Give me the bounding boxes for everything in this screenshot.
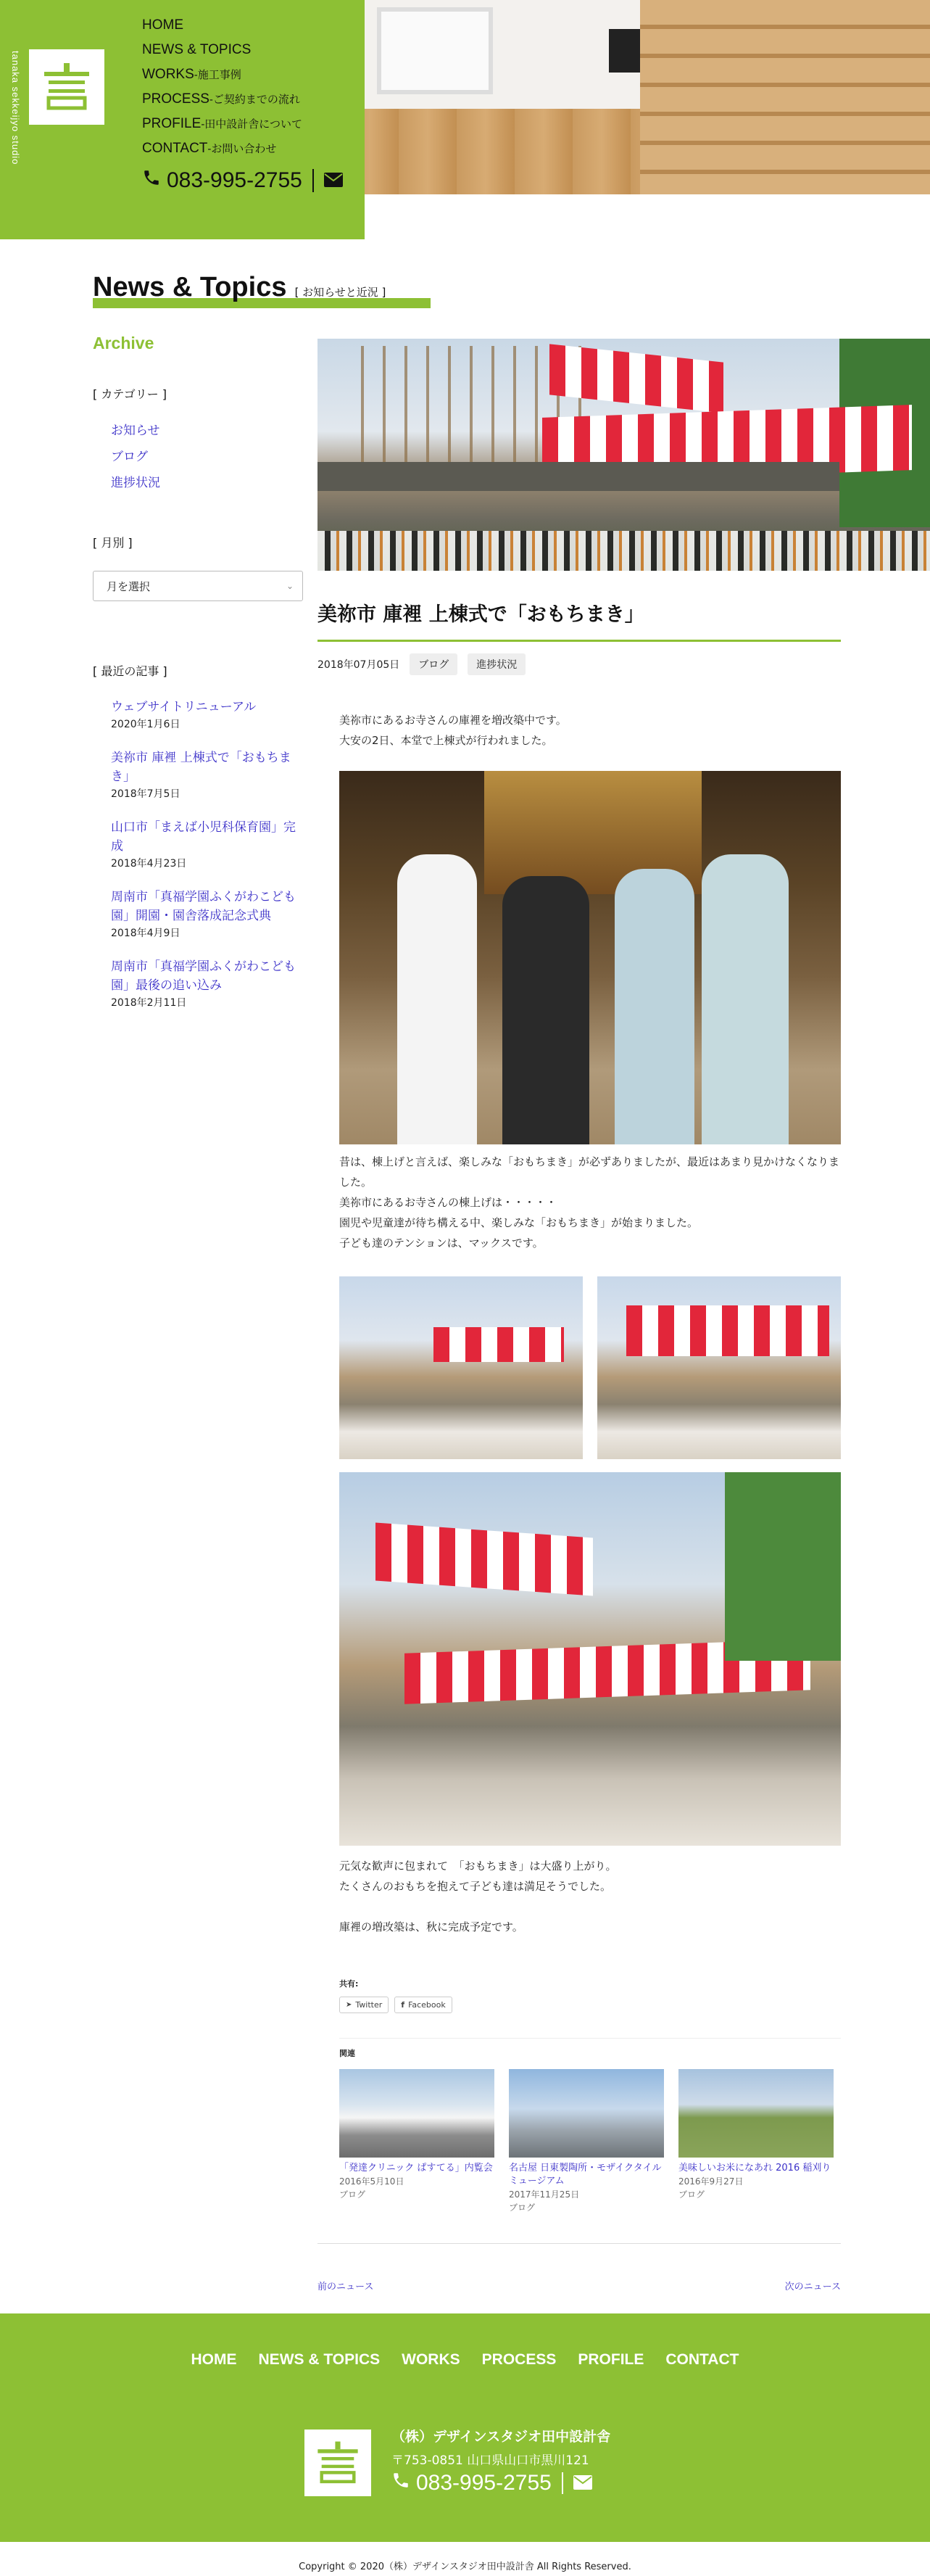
- post-date: 2018年07月05日: [317, 659, 400, 671]
- month-heading: [ 月別 ]: [93, 536, 133, 550]
- related-title[interactable]: 「発達クリニック ぱすてる」内覧会: [339, 2163, 493, 2174]
- category-item[interactable]: ブログ: [111, 450, 148, 464]
- footer: [0, 2313, 930, 2542]
- category-item[interactable]: お知らせ: [111, 424, 160, 438]
- related-thumbnail: [678, 2069, 834, 2158]
- post-paragraph: [339, 710, 841, 751]
- nav-item-news[interactable]: [142, 38, 302, 62]
- related-category: ブログ: [339, 2189, 366, 2200]
- recent-link[interactable]: 山口市「まえば小児科保育園」完成: [111, 820, 296, 854]
- related-category: ブログ: [678, 2189, 705, 2200]
- recent-list: [93, 698, 303, 1011]
- footer-nav-works[interactable]: WORKS: [402, 2351, 460, 2368]
- main-nav: [142, 13, 302, 161]
- text-line: 子ども達のテンションは、マックスです。: [339, 1237, 544, 1250]
- related-date: 2017年11月25日: [509, 2189, 580, 2200]
- divider: [312, 169, 314, 192]
- photo-row: [339, 1276, 841, 1459]
- nav-sublabel: -お問い合わせ: [207, 143, 277, 155]
- related-thumbnail: [509, 2069, 664, 2158]
- recent-heading: [ 最近の記事 ]: [93, 664, 167, 678]
- nav-item-contact[interactable]: [142, 136, 302, 161]
- nav-item-home[interactable]: [142, 13, 302, 38]
- twitter-icon: ➤: [346, 2001, 352, 2009]
- company-name: （株）デザインスタジオ田中設計舎: [391, 2429, 611, 2445]
- share-label-text: Facebook: [408, 2000, 446, 2010]
- footer-nav-contact[interactable]: CONTACT: [665, 2351, 739, 2368]
- post-title: 美祢市 庫裡 上棟式で「おもちまき」: [317, 598, 841, 642]
- footer-company-info: [391, 2426, 610, 2496]
- nav-sublabel: -田中設計舎について: [201, 118, 303, 131]
- photo-banner: [433, 1327, 564, 1362]
- related-item[interactable]: [678, 2069, 834, 2214]
- page-heading: [93, 272, 386, 303]
- ceremony-photo: [339, 771, 841, 1144]
- photo-person: [702, 854, 789, 1144]
- nav-label: HOME: [142, 17, 183, 33]
- logo-mark-icon: [40, 60, 94, 114]
- facebook-share-button[interactable]: [394, 1997, 452, 2013]
- nav-label: NEWS & TOPICS: [142, 42, 252, 57]
- photo-person: [397, 854, 477, 1144]
- text-line: 美祢市にあるお寺さんの庫裡を増改築中です。: [339, 714, 567, 727]
- month-select-value: 月を選択: [107, 579, 151, 593]
- company-address: 〒753-0851 山口県山口市黒川121: [391, 2453, 589, 2468]
- event-photo: [597, 1276, 841, 1459]
- recent-date: 2018年4月9日: [111, 928, 180, 939]
- facebook-icon: f: [401, 2000, 405, 2010]
- post-tag[interactable]: 進捗状況: [468, 653, 526, 675]
- logo[interactable]: [29, 49, 104, 125]
- related-category: ブログ: [509, 2203, 536, 2213]
- nav-sublabel: -施工事例: [194, 69, 241, 81]
- nav-label: PROCESS: [142, 91, 209, 107]
- post-tag[interactable]: ブログ: [410, 653, 457, 675]
- text-line: 園児や児童達が待ち構える中、楽しみな「おもちまき」が始まりました。: [339, 1216, 699, 1229]
- header-contact: [142, 168, 343, 193]
- footer-nav-process[interactable]: PROCESS: [481, 2351, 557, 2368]
- month-select[interactable]: [93, 571, 303, 601]
- footer-nav-news[interactable]: NEWS & TOPICS: [258, 2351, 381, 2368]
- recent-item: [111, 748, 303, 802]
- related-list: [339, 2069, 841, 2214]
- post-navigation: [317, 2243, 841, 2292]
- share-section: [339, 1978, 930, 2013]
- related-item[interactable]: [509, 2069, 664, 2214]
- post-main: [317, 339, 930, 2292]
- page-subtitle: [ お知らせと近況 ]: [294, 286, 386, 299]
- recent-item: [111, 698, 303, 732]
- recent-item: [111, 888, 303, 941]
- share-label-text: Twitter: [355, 2000, 383, 2010]
- mail-icon[interactable]: [573, 2471, 592, 2496]
- recent-link[interactable]: 周南市「真福学園ふくがわこども園」開園・園舎落成記念式典: [111, 890, 296, 923]
- photo-banner: [626, 1305, 829, 1356]
- hero-window: [377, 7, 493, 94]
- related-label: 関連: [339, 2049, 355, 2058]
- nav-item-works[interactable]: [142, 62, 302, 87]
- related-title[interactable]: 美味しいお米になあれ 2016 稲刈り: [678, 2163, 831, 2174]
- brand-vertical-text: tanaka sekkeijyo studio: [10, 51, 21, 165]
- copyright: Copyright © 2020（株）デザインスタジオ田中設計舎 All Rights Reserved.: [299, 2561, 631, 2572]
- nav-item-profile[interactable]: [142, 112, 302, 136]
- related-date: 2016年9月27日: [678, 2176, 744, 2187]
- post-paragraph: [339, 1152, 841, 1253]
- recent-link[interactable]: 美祢市 庫裡 上棟式で「おもちまき」: [111, 751, 291, 784]
- phone-icon: [142, 168, 161, 193]
- photo-person: [615, 869, 694, 1144]
- text-line: たくさんのおもちを抱えて子ども達は満足そうでした。: [339, 1880, 612, 1893]
- twitter-share-button[interactable]: [339, 1997, 389, 2013]
- text-line: 大安の2日、本堂で上棟式が行われました。: [339, 734, 553, 747]
- recent-date: 2020年1月6日: [111, 719, 180, 730]
- photo-building: [317, 462, 839, 491]
- category-item[interactable]: 進捗状況: [111, 476, 160, 490]
- related-item[interactable]: [339, 2069, 494, 2214]
- related-title[interactable]: 名古屋 日東製陶所・モザイクタイルミュージアム: [509, 2163, 662, 2187]
- divider: [562, 2472, 563, 2494]
- text-line: 庫裡の増改築は、秋に完成予定です。: [339, 1920, 523, 1933]
- nav-label: PROFILE: [142, 116, 202, 131]
- event-photo-large: [339, 1472, 841, 1846]
- archive-title: Archive: [93, 334, 154, 352]
- logo-mark-icon: [314, 2439, 362, 2487]
- nav-sublabel: -ご契約までの流れ: [209, 94, 300, 106]
- header-phone-number[interactable]: 083-995-2755: [167, 168, 302, 192]
- recent-link[interactable]: 周南市「真福学園ふくがわこども園」最後の追い込み: [111, 959, 296, 993]
- recent-item: [111, 818, 303, 872]
- recent-date: 2018年2月11日: [111, 997, 187, 1009]
- category-list: [93, 418, 303, 496]
- event-photo: [339, 1276, 583, 1459]
- related-section: [339, 2038, 841, 2214]
- post-meta: [317, 653, 930, 675]
- footer-contact: [391, 2471, 610, 2496]
- related-thumbnail: [339, 2069, 494, 2158]
- nav-label: WORKS: [142, 67, 194, 82]
- post-paragraph: [339, 1856, 841, 1896]
- hero-stair: [640, 0, 930, 194]
- related-date: 2016年5月10日: [339, 2176, 404, 2187]
- photo-person: [502, 876, 589, 1144]
- share-label: 共有:: [339, 1979, 359, 1989]
- footer-logo[interactable]: [304, 2430, 371, 2496]
- recent-item: [111, 957, 303, 1011]
- photo-crowd: [317, 531, 930, 571]
- nav-label: CONTACT: [142, 141, 208, 156]
- recent-date: 2018年4月23日: [111, 858, 187, 870]
- category-heading: [ カテゴリー ]: [93, 387, 167, 401]
- post-featured-image: [317, 339, 930, 571]
- prev-post-link[interactable]: 前のニュース: [317, 2282, 374, 2292]
- text-line: 美祢市にあるお寺さんの棟上げは・・・・・: [339, 1196, 557, 1209]
- next-post-link[interactable]: 次のニュース: [784, 2282, 841, 2292]
- recent-date: 2018年7月5日: [111, 788, 180, 800]
- footer-nav: [0, 2351, 930, 2369]
- footer-phone-number[interactable]: 083-995-2755: [416, 2471, 552, 2495]
- share-buttons: [339, 1997, 930, 2013]
- recent-link[interactable]: ウェブサイトリニューアル: [111, 700, 257, 714]
- text-line: 元気な歓声に包まれて 「おもちまき」は大盛り上がり。: [339, 1859, 617, 1873]
- post-paragraph: [339, 1917, 841, 1937]
- photo-trees: [725, 1472, 841, 1661]
- sidebar: [93, 334, 303, 1027]
- mail-icon[interactable]: [324, 168, 343, 193]
- footer-nav-home[interactable]: HOME: [191, 2351, 237, 2368]
- page-title: News & Topics: [93, 272, 287, 302]
- nav-item-process[interactable]: [142, 87, 302, 112]
- text-line: 昔は、棟上げと言えば、楽しみな「おもちまき」が必ずありましたが、最近はあまり見かけなくなりました。: [339, 1155, 840, 1189]
- chevron-down-icon: ⌄: [286, 581, 294, 591]
- photo-banner: [375, 1523, 593, 1596]
- footer-nav-profile[interactable]: PROFILE: [578, 2351, 644, 2368]
- phone-icon: [391, 2471, 410, 2496]
